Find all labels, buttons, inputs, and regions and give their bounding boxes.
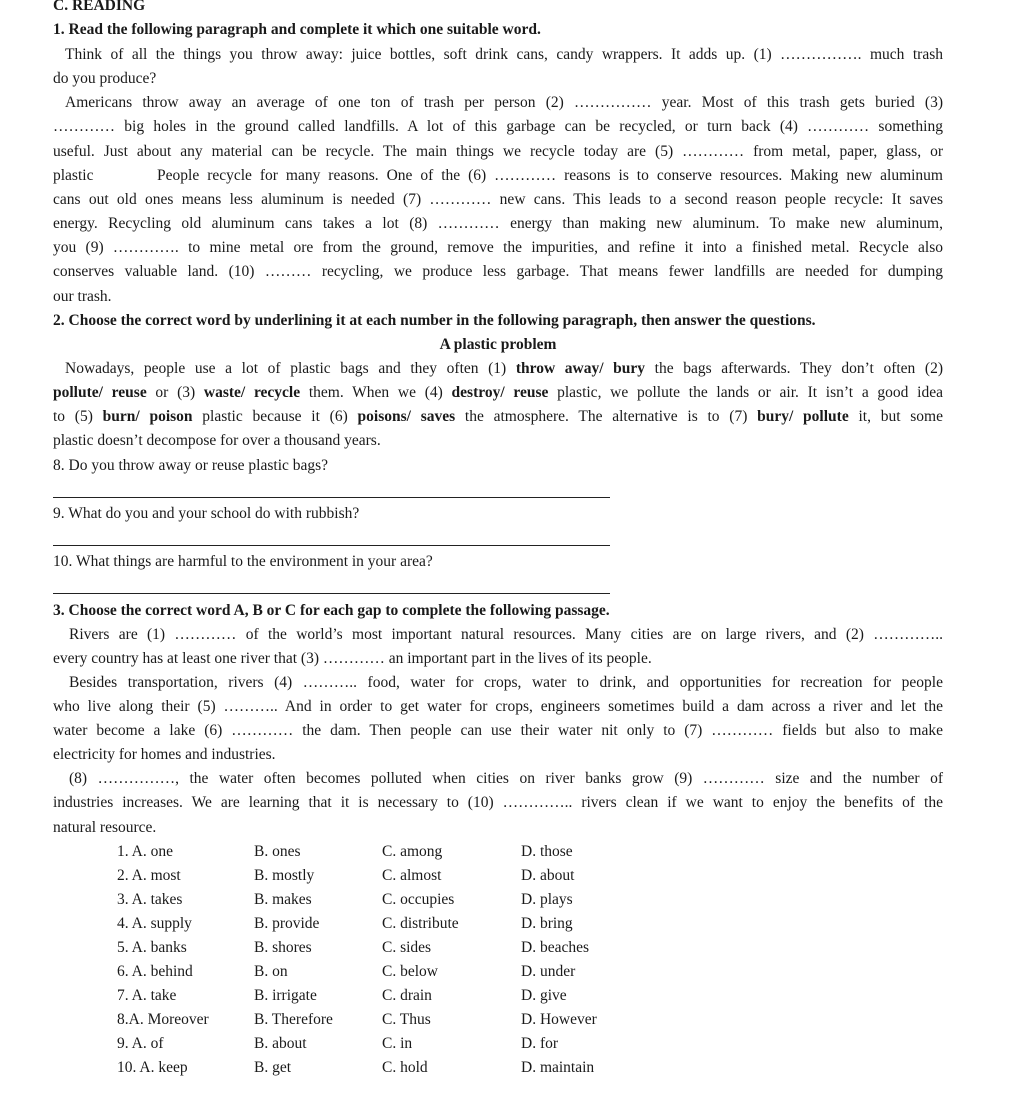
part1-line: you (9) …………. to mine metal ore from the ground, remove the impurities, and refine it into a finished metal. Recycle also [53, 239, 943, 256]
option-b[interactable]: B. get [254, 1059, 292, 1076]
part2-line [53, 359, 943, 379]
question-9: 9. What do you and your school do with rubbish? [53, 505, 360, 522]
option-c[interactable]: C. occupies [382, 891, 455, 908]
answer-line-8[interactable] [53, 497, 610, 498]
text-run: Nowadays, people use a lot of plastic bags and they often (1) [65, 360, 516, 377]
option-b[interactable]: B. irrigate [254, 987, 317, 1004]
option-d[interactable]: D. However [521, 1011, 597, 1028]
option-a[interactable]: 7. A. take [117, 987, 177, 1004]
answer-line-10[interactable] [53, 593, 610, 594]
option-b[interactable]: B. about [254, 1035, 307, 1052]
option-a[interactable]: 1. A. one [117, 843, 173, 860]
choice-pair-2[interactable]: pollute/ reuse [53, 384, 147, 401]
part1-line: ………… big holes in the ground called landfills. A lot of this garbage can be recycled, or turn back (4) ………… something [53, 118, 943, 135]
choice-pair-7[interactable]: bury/ pollute [757, 408, 849, 425]
part3-line: natural resource. [53, 819, 157, 836]
option-c[interactable]: C. among [382, 843, 443, 860]
text-run: to (5) [53, 408, 103, 425]
option-a[interactable]: 2. A. most [117, 867, 181, 884]
option-a[interactable]: 10. A. keep [117, 1059, 188, 1076]
choice-pair-6[interactable]: poisons/ saves [357, 408, 456, 425]
option-c[interactable]: C. hold [382, 1059, 428, 1076]
part3-line: Besides transportation, rivers (4) ……….. food, water for crops, water to drink, and opportunities for recreation for people [69, 674, 943, 691]
option-c[interactable]: C. almost [382, 867, 442, 884]
option-c[interactable]: C. in [382, 1035, 413, 1052]
part2-line [53, 383, 943, 403]
text-run: them. When we (4) [300, 384, 452, 401]
option-d[interactable]: D. maintain [521, 1059, 595, 1076]
option-d[interactable]: D. beaches [521, 939, 589, 956]
part1-line: our trash. [53, 288, 112, 305]
option-b[interactable]: B. Therefore [254, 1011, 333, 1028]
part3-line: (8) ……………, the water often becomes polluted when cities on river banks grow (9) ………… size and the number of [69, 770, 943, 787]
part3-line: who live along their (5) ……….. And in order to get water for crops, engineers sometimes build a dam across a river and let the [53, 698, 943, 715]
section-title: C. READING [53, 0, 146, 14]
option-a[interactable]: 6. A. behind [117, 963, 193, 980]
part1-line: useful. Just about any material can be recycle. The main things we recycle today are (5) ………… from metal, paper, glass, or [53, 143, 943, 160]
option-a[interactable]: 3. A. takes [117, 891, 183, 908]
text-run: the bags afterwards. They don’t often (2) [645, 360, 943, 377]
part3-heading: 3. Choose the correct word A, B or C for each gap to complete the following passage. [53, 602, 610, 619]
choice-pair-1[interactable]: throw away/ bury [515, 360, 646, 377]
part1-line: Think of all the things you throw away: juice bottles, soft drink cans, candy wrappers. It adds up. (1) ……………. much trash [65, 46, 943, 63]
option-d[interactable]: D. for [521, 1035, 559, 1052]
option-d[interactable]: D. under [521, 963, 576, 980]
text-run: the atmosphere. The alternative is to (7) [455, 408, 758, 425]
option-d[interactable]: D. plays [521, 891, 573, 908]
option-a[interactable]: 4. A. supply [117, 915, 192, 932]
part3-line: industries increases. We are learning that it is necessary to (10) ………….. rivers clean if we want to enjoy the benefits of the [53, 794, 943, 811]
choice-pair-5[interactable]: burn/ poison [102, 408, 193, 425]
option-d[interactable]: D. those [521, 843, 573, 860]
part2-passage-title: A plastic problem [439, 336, 557, 353]
part3-line: every country has at least one river that (3) ………… an important part in the lives of its people. [53, 650, 652, 667]
answer-line-9[interactable] [53, 545, 610, 546]
text-run: it, but some [848, 408, 943, 425]
option-b[interactable]: B. provide [254, 915, 320, 932]
part1-line: plastic People recycle for many reasons. One of the (6) ………… reasons is to conserve resources. Making new aluminum [53, 167, 943, 184]
option-d[interactable]: D. give [521, 987, 567, 1004]
part1-line: cans out old ones means less aluminum is needed (7) ………… new cans. This leads to a second reason people recycle: It saves [53, 191, 943, 208]
question-10: 10. What things are harmful to the environment in your area? [53, 553, 433, 570]
part3-line: Rivers are (1) ………… of the world’s most important natural resources. Many cities are on large rivers, and (2) ………….. [69, 626, 943, 643]
option-c[interactable]: C. Thus [382, 1011, 431, 1028]
part3-line: electricity for homes and industries. [53, 746, 276, 763]
choice-pair-3[interactable]: waste/ recycle [203, 384, 301, 401]
option-b[interactable]: B. shores [254, 939, 312, 956]
part1-line: Americans throw away an average of one ton of trash per person (2) …………… year. Most of this trash gets buried (3) [65, 94, 943, 111]
part1-line: conserves valuable land. (10) ……… recycling, we produce less garbage. That means fewer landfills are needed for dumping [53, 263, 943, 280]
option-a[interactable]: 8.A. Moreover [117, 1011, 209, 1028]
question-8: 8. Do you throw away or reuse plastic bags? [53, 457, 329, 474]
option-b[interactable]: B. ones [254, 843, 301, 860]
text-run: plastic, we pollute the lands or air. It isn’t a good idea [548, 384, 943, 401]
part1-heading: 1. Read the following paragraph and complete it which one suitable word. [53, 21, 541, 38]
option-a[interactable]: 9. A. of [117, 1035, 164, 1052]
option-b[interactable]: B. mostly [254, 867, 315, 884]
option-c[interactable]: C. sides [382, 939, 432, 956]
text-run: plastic because it (6) [192, 408, 358, 425]
part2-heading: 2. Choose the correct word by underlining it at each number in the following paragraph, then answer the questions. [53, 312, 816, 329]
part1-line: do you produce? [53, 70, 157, 87]
option-a[interactable]: 5. A. banks [117, 939, 187, 956]
text-run: or (3) [146, 384, 204, 401]
option-b[interactable]: B. makes [254, 891, 312, 908]
part3-line: water become a lake (6) ………… the dam. Then people can use their water nit only to (7) ………… fields but also to make [53, 722, 943, 739]
choice-pair-4[interactable]: destroy/ reuse [451, 384, 549, 401]
part2-line: plastic doesn’t decompose for over a thousand years. [53, 432, 381, 449]
option-d[interactable]: D. about [521, 867, 575, 884]
part2-line [53, 407, 943, 427]
option-c[interactable]: C. drain [382, 987, 432, 1004]
option-c[interactable]: C. below [382, 963, 438, 980]
option-c[interactable]: C. distribute [382, 915, 459, 932]
option-d[interactable]: D. bring [521, 915, 573, 932]
part1-line: energy. Recycling old aluminum cans takes a lot (8) ………… energy than making new aluminum. To make new aluminum, [53, 215, 943, 232]
option-b[interactable]: B. on [254, 963, 288, 980]
